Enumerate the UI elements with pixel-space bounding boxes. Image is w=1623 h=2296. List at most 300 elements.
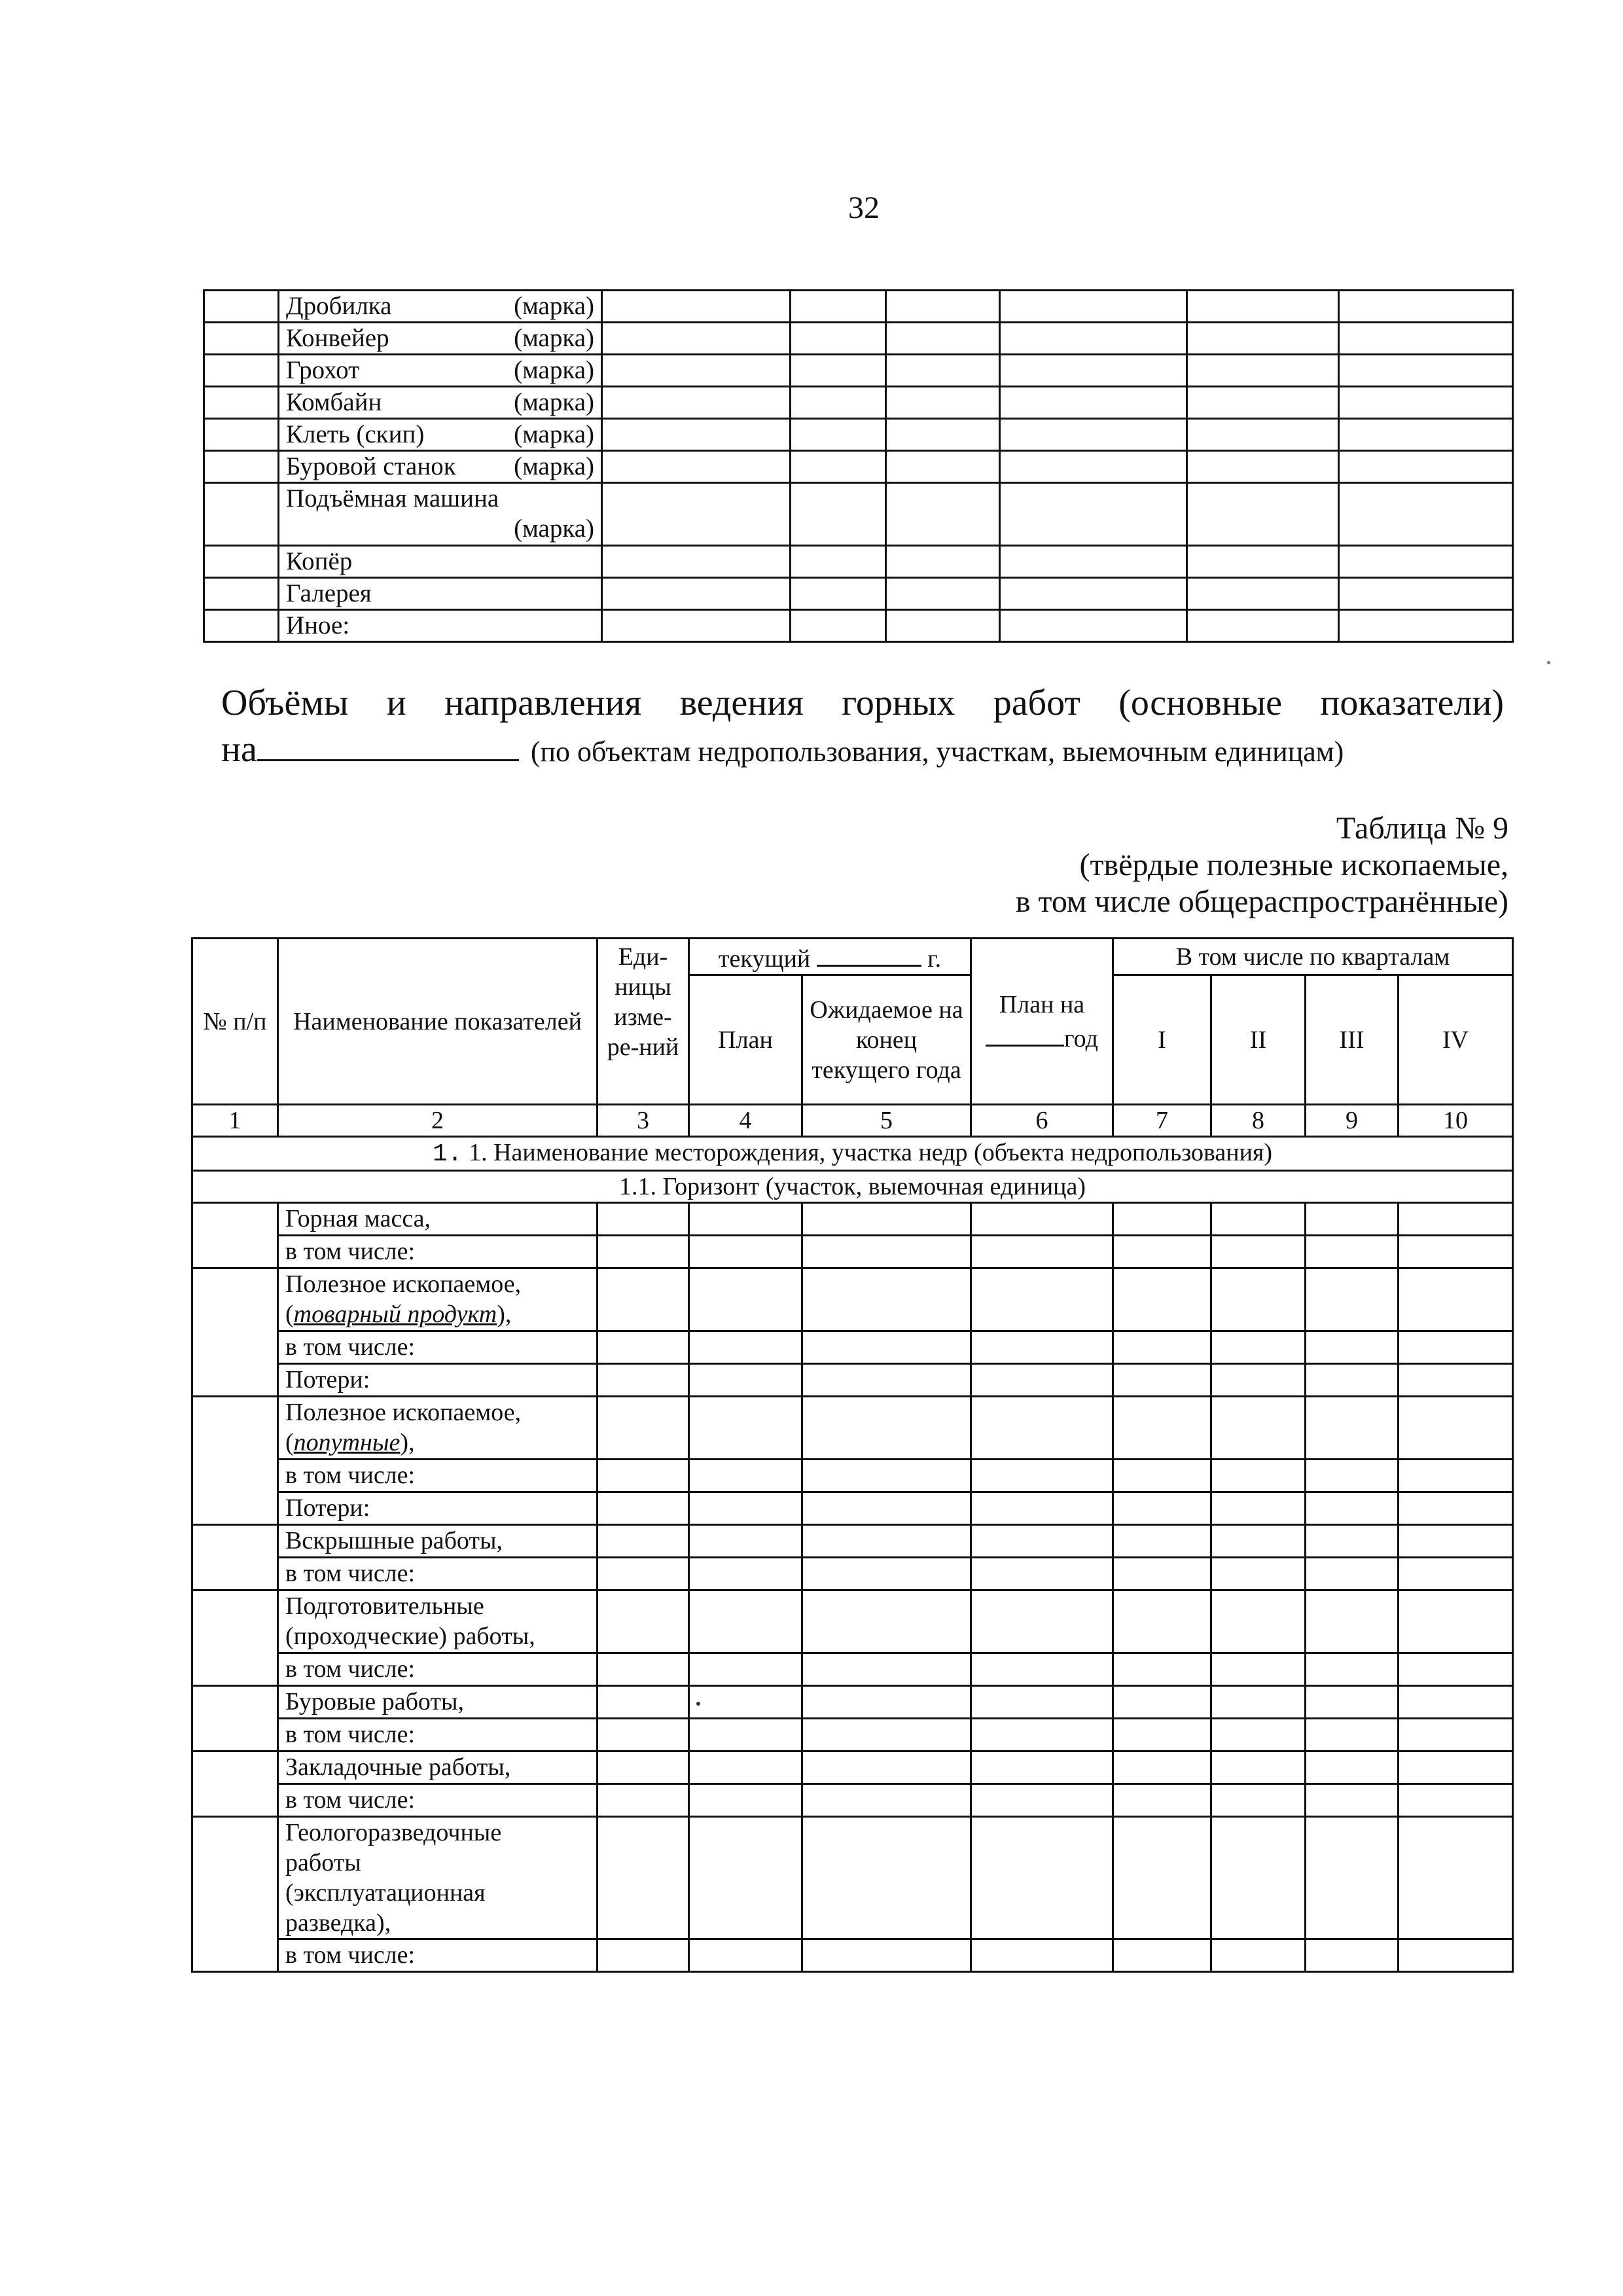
equipment-name: Копёр	[286, 547, 353, 575]
empty-cell	[791, 546, 886, 578]
indicator-name	[278, 1558, 597, 1590]
row-number-cell	[192, 1686, 278, 1751]
empty-cell	[791, 323, 886, 355]
value-cell	[802, 1460, 971, 1492]
value-cell	[1211, 1397, 1306, 1460]
value-cell	[802, 1817, 971, 1939]
empty-cell	[886, 355, 1000, 387]
equipment-name-cell	[279, 578, 602, 610]
value-cell	[1399, 1460, 1513, 1492]
value-cell	[971, 1784, 1113, 1817]
value-cell	[802, 1331, 971, 1364]
value-cell	[597, 1590, 689, 1653]
empty-cell	[602, 578, 791, 610]
column-number: 9	[1306, 1105, 1399, 1137]
value-cell	[1306, 1236, 1399, 1268]
value-cell	[597, 1525, 689, 1558]
value-cell	[1113, 1236, 1211, 1268]
equipment-row	[204, 578, 1513, 610]
value-cell	[802, 1203, 971, 1236]
column-number: 2	[278, 1105, 597, 1137]
value-cell	[1113, 1686, 1211, 1719]
value-cell	[1211, 1364, 1306, 1397]
value-cell	[1113, 1817, 1211, 1939]
empty-cell	[886, 578, 1000, 610]
value-cell	[802, 1558, 971, 1590]
empty-cell	[1187, 610, 1339, 642]
value-cell	[597, 1460, 689, 1492]
indicator-text: (товарный продукт),	[285, 1300, 512, 1328]
indicator-row	[192, 1460, 1513, 1492]
empty-cell	[602, 355, 791, 387]
empty-cell	[886, 419, 1000, 451]
value-cell	[1306, 1203, 1399, 1236]
value-cell	[971, 1525, 1113, 1558]
value-cell	[1399, 1397, 1513, 1460]
indicator-text: (проходческие) работы,	[285, 1623, 535, 1650]
page-number: 32	[848, 190, 880, 225]
value-cell	[597, 1203, 689, 1236]
value-cell	[1306, 1719, 1399, 1751]
empty-cell	[1187, 323, 1339, 355]
indicator-emphasis: товарный продукт	[293, 1300, 497, 1328]
value-cell	[597, 1558, 689, 1590]
indicator-text: в том числе:	[285, 1655, 416, 1683]
indicator-name	[278, 1397, 597, 1460]
value-cell	[1399, 1525, 1513, 1558]
empty-cell	[886, 610, 1000, 642]
empty-cell	[1187, 483, 1339, 546]
equipment-mark: (марка)	[514, 324, 594, 352]
empty-cell	[204, 419, 279, 451]
column-number: 1	[192, 1105, 278, 1137]
empty-cell	[791, 291, 886, 323]
value-cell	[689, 1492, 802, 1525]
value-cell	[597, 1268, 689, 1331]
value-cell	[1306, 1751, 1399, 1784]
equipment-name-cell	[279, 387, 602, 419]
empty-cell	[1000, 355, 1187, 387]
empty-cell	[1000, 578, 1187, 610]
value-cell	[1399, 1331, 1513, 1364]
indicator-row	[192, 1364, 1513, 1397]
equipment-row	[204, 483, 1513, 546]
value-cell	[1399, 1364, 1513, 1397]
value-cell	[689, 1236, 802, 1268]
section-subtitle-text: (по объектам недропользования, участкам, выемочным единицам)	[530, 736, 1344, 768]
indicator-row	[192, 1686, 1513, 1719]
indicator-row	[192, 1397, 1513, 1460]
equipment-name: Галерея	[286, 579, 372, 607]
indicator-text: в том числе:	[285, 1462, 416, 1489]
empty-cell	[886, 483, 1000, 546]
value-cell	[802, 1939, 971, 1972]
header-name	[278, 939, 597, 1105]
value-cell	[1306, 1558, 1399, 1590]
value-cell	[1306, 1784, 1399, 1817]
value-cell	[689, 1268, 802, 1331]
value-cell	[802, 1686, 971, 1719]
equipment-name: Грохот	[286, 356, 360, 384]
header-name-text: Наименование показателей	[293, 1007, 582, 1035]
value-cell	[802, 1397, 971, 1460]
section-prefix: на	[221, 729, 257, 770]
empty-cell	[204, 578, 279, 610]
value-cell	[1113, 1268, 1211, 1331]
value-cell	[597, 1817, 689, 1939]
indicator-emphasis: попутные	[293, 1429, 401, 1456]
row-number-cell	[192, 1751, 278, 1817]
value-cell	[802, 1751, 971, 1784]
header-current-suffix: г.	[927, 944, 942, 973]
indicator-text: (эксплуатационная	[285, 1879, 486, 1907]
equipment-name: Комбайн	[286, 388, 382, 416]
header-num: № п/п	[192, 939, 278, 1105]
indicator-row	[192, 1558, 1513, 1590]
indicator-name	[278, 1751, 597, 1784]
indicator-row	[192, 1331, 1513, 1364]
empty-cell	[791, 610, 886, 642]
value-cell	[1306, 1364, 1399, 1397]
indicator-text: разведка),	[285, 1909, 391, 1937]
column-number: 10	[1399, 1105, 1513, 1137]
value-cell	[1399, 1492, 1513, 1525]
value-cell	[1113, 1492, 1211, 1525]
indicator-text: Потери:	[285, 1494, 370, 1522]
value-cell	[1306, 1397, 1399, 1460]
value-cell	[597, 1653, 689, 1686]
indicator-name	[278, 1364, 597, 1397]
indicator-text: в том числе:	[285, 1560, 416, 1587]
blank-fill-line	[257, 725, 519, 761]
value-cell	[1211, 1268, 1306, 1331]
value-cell	[689, 1203, 802, 1236]
indicator-text: работы	[285, 1849, 361, 1876]
value-cell	[1113, 1203, 1211, 1236]
value-cell	[1399, 1203, 1513, 1236]
indicator-name	[278, 1236, 597, 1268]
empty-cell	[791, 355, 886, 387]
empty-cell	[1339, 483, 1513, 546]
empty-cell	[204, 323, 279, 355]
equipment-mark: (марка)	[514, 388, 594, 416]
value-cell	[1211, 1590, 1306, 1653]
indicator-row	[192, 1236, 1513, 1268]
empty-cell	[886, 451, 1000, 483]
indicator-row	[192, 1203, 1513, 1236]
value-cell	[1306, 1460, 1399, 1492]
indicator-text: Буровые работы,	[285, 1688, 465, 1715]
indicator-row	[192, 1719, 1513, 1751]
empty-cell	[1339, 419, 1513, 451]
value-cell	[971, 1236, 1113, 1268]
value-cell	[1211, 1331, 1306, 1364]
indicator-text: Геологоразведочные	[285, 1819, 502, 1846]
value-cell	[802, 1492, 971, 1525]
header-quarters: В том числе по кварталам	[1113, 939, 1513, 975]
indicator-text: в том числе:	[285, 1721, 416, 1748]
value-cell	[802, 1236, 971, 1268]
value-cell	[1399, 1939, 1513, 1972]
empty-cell	[204, 451, 279, 483]
row-number-cell	[192, 1203, 278, 1268]
empty-cell	[886, 323, 1000, 355]
column-number: 3	[597, 1105, 689, 1137]
value-cell	[971, 1492, 1113, 1525]
value-cell	[1211, 1751, 1306, 1784]
value-cell	[597, 1751, 689, 1784]
value-cell	[1113, 1719, 1211, 1751]
indicator-name	[278, 1590, 597, 1653]
equipment-name-cell	[279, 323, 602, 355]
indicator-text: в том числе:	[285, 1786, 416, 1814]
main-table	[191, 937, 1514, 1973]
indicator-name	[278, 1653, 597, 1686]
empty-cell	[602, 451, 791, 483]
row-number-cell	[192, 1397, 278, 1525]
equipment-name: Дробилка	[286, 292, 392, 320]
empty-cell	[204, 291, 279, 323]
equipment-mark: (марка)	[514, 356, 594, 384]
equipment-name: Конвейер	[286, 324, 389, 352]
column-number-row	[192, 1105, 1513, 1137]
empty-cell	[602, 291, 791, 323]
equipment-row	[204, 610, 1513, 642]
value-cell	[802, 1268, 971, 1331]
indicator-text: в том числе:	[285, 1333, 416, 1361]
empty-cell	[1187, 291, 1339, 323]
empty-cell	[602, 419, 791, 451]
header-current-year	[689, 939, 971, 975]
column-number: 7	[1113, 1105, 1211, 1137]
empty-cell	[791, 451, 886, 483]
indicator-name	[278, 1460, 597, 1492]
row-number-cell	[192, 1817, 278, 1972]
value-cell	[597, 1686, 689, 1719]
value-cell	[1306, 1817, 1399, 1939]
empty-cell	[1000, 451, 1187, 483]
empty-cell	[1000, 483, 1187, 546]
column-number: 4	[689, 1105, 802, 1137]
section-row-text: 1. Наименование месторождения, участка недр (объекта недропользования)	[469, 1139, 1273, 1166]
equipment-mark: (марка)	[514, 452, 594, 480]
header-current-prefix: текущий	[718, 944, 811, 973]
value-cell	[1399, 1236, 1513, 1268]
header-expected: Ожидаемое на конец текущего года	[802, 975, 971, 1105]
value-cell	[1113, 1364, 1211, 1397]
column-number: 5	[802, 1105, 971, 1137]
value-cell	[971, 1719, 1113, 1751]
value-cell	[1399, 1558, 1513, 1590]
value-cell	[1211, 1653, 1306, 1686]
year-blank	[817, 940, 921, 967]
value-cell	[1306, 1525, 1399, 1558]
value-cell	[1399, 1653, 1513, 1686]
value-cell	[1306, 1653, 1399, 1686]
indicator-text: Закладочные работы,	[285, 1753, 511, 1781]
equipment-name: Буровой станок	[286, 452, 456, 480]
value-cell	[971, 1268, 1113, 1331]
value-cell	[1399, 1686, 1513, 1719]
empty-cell	[1339, 291, 1513, 323]
indicator-name	[278, 1331, 597, 1364]
indicator-name	[278, 1817, 597, 1939]
indicator-name	[278, 1686, 597, 1719]
header-plan-for-year	[971, 939, 1113, 1105]
value-cell	[597, 1397, 689, 1460]
value-cell	[689, 1751, 802, 1784]
value-cell	[1113, 1525, 1211, 1558]
value-cell	[1113, 1397, 1211, 1460]
value-cell	[1113, 1784, 1211, 1817]
value-cell	[971, 1331, 1113, 1364]
indicator-text: Потери:	[285, 1366, 370, 1393]
empty-cell	[791, 387, 886, 419]
equipment-name-cell	[279, 355, 602, 387]
indicator-row	[192, 1268, 1513, 1331]
value-cell	[1399, 1784, 1513, 1817]
scan-speck	[696, 1702, 700, 1706]
empty-cell	[602, 323, 791, 355]
indicator-row	[192, 1784, 1513, 1817]
indicator-row	[192, 1939, 1513, 1972]
value-cell	[1211, 1492, 1306, 1525]
equipment-name-cell	[279, 483, 602, 546]
equipment-row	[204, 291, 1513, 323]
empty-cell	[1000, 546, 1187, 578]
value-cell	[689, 1939, 802, 1972]
indicator-name	[278, 1525, 597, 1558]
value-cell	[971, 1686, 1113, 1719]
equipment-table	[203, 289, 1514, 643]
column-number: 8	[1211, 1105, 1306, 1137]
header-q1: I	[1113, 975, 1211, 1105]
value-cell	[1211, 1203, 1306, 1236]
indicator-text: Горная масса,	[285, 1205, 431, 1232]
value-cell	[1399, 1751, 1513, 1784]
value-cell	[802, 1653, 971, 1686]
equipment-row	[204, 387, 1513, 419]
empty-cell	[1339, 610, 1513, 642]
value-cell	[971, 1939, 1113, 1972]
value-cell	[802, 1525, 971, 1558]
value-cell	[1211, 1558, 1306, 1590]
value-cell	[1113, 1460, 1211, 1492]
value-cell	[1306, 1268, 1399, 1331]
row-number-cell	[192, 1268, 278, 1397]
value-cell	[1399, 1268, 1513, 1331]
empty-cell	[1000, 610, 1187, 642]
equipment-row	[204, 355, 1513, 387]
header-units: Еди-ницы изме-ре-ний	[597, 939, 689, 1105]
empty-cell	[1339, 546, 1513, 578]
empty-cell	[204, 355, 279, 387]
value-cell	[689, 1817, 802, 1939]
value-cell	[971, 1751, 1113, 1784]
empty-cell	[1187, 355, 1339, 387]
value-cell	[1211, 1686, 1306, 1719]
value-cell	[1211, 1939, 1306, 1972]
value-cell	[802, 1590, 971, 1653]
indicator-name	[278, 1203, 597, 1236]
empty-cell	[1339, 578, 1513, 610]
indicator-row	[192, 1525, 1513, 1558]
empty-cell	[1000, 323, 1187, 355]
empty-cell	[602, 483, 791, 546]
value-cell	[689, 1558, 802, 1590]
empty-cell	[602, 610, 791, 642]
equipment-name: Клеть (скип)	[286, 420, 425, 448]
equipment-name: Подъёмная машина	[286, 484, 499, 512]
value-cell	[1399, 1817, 1513, 1939]
equipment-mark: (марка)	[514, 292, 594, 320]
value-cell	[802, 1364, 971, 1397]
value-cell	[971, 1558, 1113, 1590]
empty-cell	[1000, 291, 1187, 323]
indicator-text: Полезное ископаемое,	[285, 1270, 522, 1298]
value-cell	[597, 1364, 689, 1397]
empty-cell	[791, 419, 886, 451]
indicator-row	[192, 1492, 1513, 1525]
value-cell	[1113, 1590, 1211, 1653]
value-cell	[1306, 1686, 1399, 1719]
value-cell	[597, 1236, 689, 1268]
value-cell	[689, 1590, 802, 1653]
value-cell	[1306, 1492, 1399, 1525]
empty-cell	[1187, 546, 1339, 578]
value-cell	[1211, 1236, 1306, 1268]
value-cell	[689, 1525, 802, 1558]
empty-cell	[204, 387, 279, 419]
table-caption-line2: (твёрдые полезные ископаемые,	[1079, 848, 1508, 882]
plan-year-blank	[986, 1020, 1064, 1047]
equipment-row	[204, 419, 1513, 451]
value-cell	[597, 1719, 689, 1751]
equipment-mark: (марка)	[514, 514, 594, 543]
value-cell	[597, 1784, 689, 1817]
value-cell	[1113, 1653, 1211, 1686]
subsection-row: 1.1. Горизонт (участок, выемочная единица)	[192, 1171, 1513, 1203]
value-cell	[971, 1364, 1113, 1397]
empty-cell	[602, 546, 791, 578]
empty-cell	[1000, 419, 1187, 451]
equipment-row	[204, 451, 1513, 483]
equipment-name: Иное:	[286, 611, 350, 639]
empty-cell	[1187, 419, 1339, 451]
value-cell	[597, 1939, 689, 1972]
value-cell	[689, 1331, 802, 1364]
indicator-name	[278, 1939, 597, 1972]
value-cell	[971, 1590, 1113, 1653]
header-plan-for-prefix: План на	[999, 990, 1085, 1018]
value-cell	[689, 1460, 802, 1492]
value-cell	[971, 1203, 1113, 1236]
indicator-name	[278, 1268, 597, 1331]
equipment-name-cell	[279, 451, 602, 483]
indicator-row	[192, 1751, 1513, 1784]
value-cell	[689, 1364, 802, 1397]
value-cell	[1211, 1460, 1306, 1492]
value-cell	[971, 1653, 1113, 1686]
empty-cell	[204, 546, 279, 578]
empty-cell	[886, 291, 1000, 323]
header-q2: II	[1211, 975, 1306, 1105]
indicator-text: (попутные),	[285, 1429, 415, 1456]
value-cell	[971, 1817, 1113, 1939]
empty-cell	[1339, 323, 1513, 355]
value-cell	[1306, 1939, 1399, 1972]
empty-cell	[791, 483, 886, 546]
